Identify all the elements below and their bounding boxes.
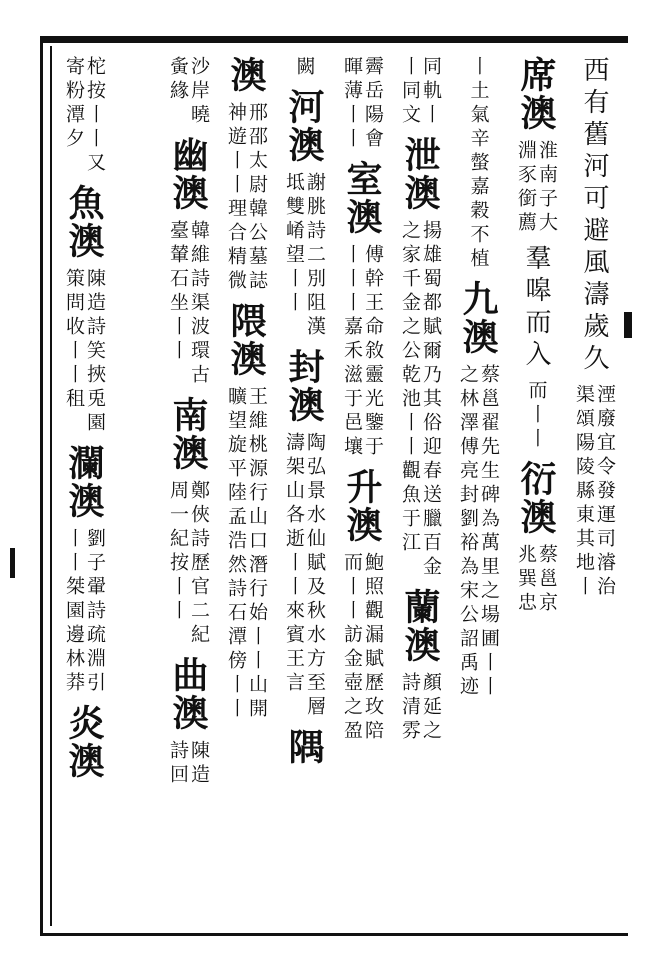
text-column-6 xyxy=(278,56,330,926)
annotation-line: 同軌丨 xyxy=(420,56,442,128)
annotation xyxy=(225,386,267,722)
entry-heading: 升澳 xyxy=(341,468,383,544)
annotation-line: 霽岳陽會 xyxy=(362,56,384,152)
fold-mark xyxy=(624,312,632,338)
text-column-8 xyxy=(162,56,214,926)
annotation-line: 柁按丨丨又 xyxy=(84,56,106,176)
annotation xyxy=(341,56,383,152)
annotation-line: 策問收丨丨租 xyxy=(63,268,85,412)
annotation-line: 濤架山各逝丨丨來賓王言 xyxy=(283,432,305,696)
annotation xyxy=(167,220,209,388)
annotation-line: 渠頌陽陵縣東其地丨 xyxy=(573,384,595,600)
annotation xyxy=(515,544,557,616)
entry-heading: 泄澳 xyxy=(399,136,441,212)
annotation-line: 寄粉潭夕 xyxy=(63,56,85,152)
annotation-line: 曠望旋平陸孟浩然詩石潭傍丨丨 xyxy=(225,386,247,722)
main-text: 西有舊河可避風濤歲久 xyxy=(579,56,609,376)
annotation-line: 王維桃源行山口潛行始丨丨山開 xyxy=(246,386,268,722)
entry-heading: 蘭澳 xyxy=(399,588,441,664)
text-column-7 xyxy=(220,56,272,926)
annotation-line: 兆巽忠 xyxy=(515,544,537,616)
annotation-line: 湮廢宜令發運司濬治 xyxy=(594,384,616,600)
annotation-line: 丨丨桀園邊林莽 xyxy=(63,528,85,696)
text-column-5 xyxy=(336,56,388,926)
entry-heading: 九澳 xyxy=(457,280,499,356)
text-column-2 xyxy=(510,56,562,926)
main-text: 羣嗥而入 xyxy=(521,244,551,372)
annotation xyxy=(468,56,489,272)
annotation xyxy=(457,364,499,700)
entry-heading: 曲澳 xyxy=(167,656,209,732)
annotation-line: 陳造詩笑挾兎園 xyxy=(84,268,106,436)
entry-heading: 封澳 xyxy=(283,348,325,424)
text-column-3 xyxy=(452,56,504,926)
entry-heading: 幽澳 xyxy=(167,136,209,212)
annotation xyxy=(63,528,105,696)
annotation-line: 丨土氣辛螫嘉穀不植 xyxy=(467,56,490,272)
entry-heading: 室澳 xyxy=(341,160,383,236)
entry-heading: 隈澳 xyxy=(225,302,267,378)
text-column-1 xyxy=(568,56,620,926)
annotation xyxy=(63,56,105,176)
annotation-line: 坻雙崤望丨丨 xyxy=(283,172,305,316)
annotation xyxy=(515,140,557,236)
annotation-line: 暉薄丨丨 xyxy=(341,56,363,152)
annotation-line: 謝朓詩二別阻漢 xyxy=(304,172,326,340)
annotation-line: 陳造 xyxy=(188,740,210,788)
annotation-line: 淮南子大 xyxy=(536,140,558,236)
entry-heading: 河澳 xyxy=(283,88,325,164)
annotation-line: 蔡邕京 xyxy=(536,544,558,616)
annotation xyxy=(399,56,441,128)
annotation-line: 詩清雰 xyxy=(399,672,421,744)
annotation-line: 臺輦石坐丨丨 xyxy=(167,220,189,364)
annotation xyxy=(167,740,209,788)
entry-heading: 隅 xyxy=(283,728,325,766)
entry-heading: 炎澳 xyxy=(63,704,105,780)
annotation xyxy=(399,220,441,580)
inner-border-line xyxy=(50,46,52,926)
annotation xyxy=(225,102,267,294)
entry-heading: 南澳 xyxy=(167,396,209,472)
annotation xyxy=(573,384,615,600)
annotation-line: 夤緣 xyxy=(167,56,189,104)
annotation-line: 陶弘景水仙賦及秋水方至層 xyxy=(304,432,326,720)
annotation-line: 而丨丨訪金壺之盈 xyxy=(341,552,363,744)
annotation xyxy=(294,56,315,80)
entry-heading: 衍澳 xyxy=(515,460,557,536)
annotation-line: 而丨丨 xyxy=(525,380,548,452)
annotation-line: 蔡邕翟先生碑為萬里之場圃丨丨 xyxy=(478,364,500,700)
annotation xyxy=(341,244,383,460)
annotation-line: 傅幹王命敘靈光鑒于 xyxy=(362,244,384,460)
annotation-line: 邢邵太尉韓公墓誌 xyxy=(246,102,268,294)
annotation-line: 闕 xyxy=(293,56,316,80)
annotation xyxy=(283,172,325,340)
annotation-line: 揚雄蜀都賦爾乃其俗迎春送臘百金 xyxy=(420,220,442,580)
annotation xyxy=(341,552,383,744)
entry-heading: 澳 xyxy=(225,56,267,94)
annotation-line: 詩回 xyxy=(167,740,189,788)
annotation-line: 周一紀按丨丨 xyxy=(167,480,189,624)
annotation-line: 劉子翬詩疏淵引 xyxy=(84,528,106,696)
annotation xyxy=(63,268,105,436)
annotation-line: 丨同文 xyxy=(399,56,421,128)
entry-heading: 席澳 xyxy=(515,56,557,132)
annotation xyxy=(399,672,441,744)
annotation xyxy=(167,56,209,128)
annotation xyxy=(283,432,325,720)
annotation-line: 顏延之 xyxy=(420,672,442,744)
text-column-4 xyxy=(394,56,446,926)
annotation-line: 神遊丨丨理合精微 xyxy=(225,102,247,294)
annotation-line: 韓維詩渠波環古 xyxy=(188,220,210,388)
entry-heading: 魚澳 xyxy=(63,184,105,260)
annotation xyxy=(167,480,209,648)
annotation xyxy=(526,380,547,452)
entry-heading: 瀾澳 xyxy=(63,444,105,520)
annotation-line: 淵豕銜薦 xyxy=(515,140,537,236)
text-column-9 xyxy=(58,56,110,926)
annotation-line: 之家千金之公乾池丨丨觀魚于江 xyxy=(399,220,421,556)
annotation-line: 之林澤傅亮封劉裕為宋公詔禹迹 xyxy=(457,364,479,700)
annotation-line: 丨丨丨嘉禾滋于邑壤 xyxy=(341,244,363,460)
annotation-line: 鄭俠詩歷官二紀 xyxy=(188,480,210,648)
annotation-line: 沙岸曉 xyxy=(188,56,210,128)
binding-tab xyxy=(10,548,15,578)
annotation-line: 鮑照觀漏賦歷玫陪 xyxy=(362,552,384,744)
